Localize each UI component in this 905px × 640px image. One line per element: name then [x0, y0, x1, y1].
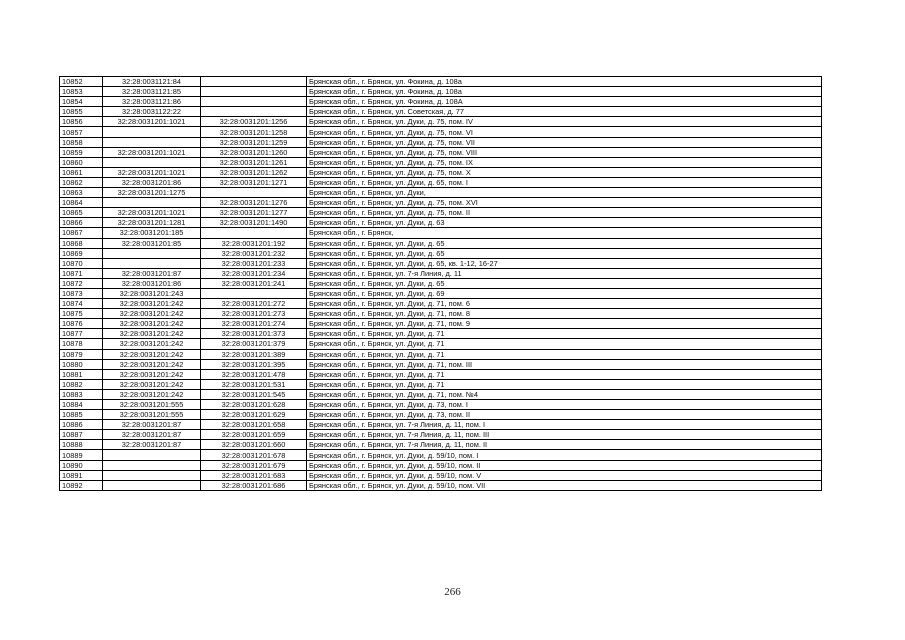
table-row	[60, 430, 822, 440]
address-cell: Брянская обл., г. Брянск, ул. Дуки, д. 73, пом. I	[307, 400, 822, 410]
table-row	[60, 208, 822, 218]
address-cell: Брянская обл., г. Брянск, ул. 7-я Линия, д. 11, пом. III	[307, 430, 822, 440]
address-cell: Брянская обл., г. Брянск, ул. Фокина, д. 108а	[307, 87, 822, 97]
address-cell: Брянская обл., г. Брянск, ул. 7-я Линия, д. 11, пом. II	[307, 440, 822, 450]
table-row	[60, 359, 822, 369]
cadastral-number-cell: 32:28:0031122:22	[103, 107, 201, 117]
row-number-cell: 10887	[60, 430, 103, 440]
cadastral-number-cell: 32:28:0031201:242	[103, 369, 201, 379]
object-cadastral-number-cell: 32:28:0031201:1271	[201, 177, 307, 187]
table-row	[60, 288, 822, 298]
cadastral-number-cell: 32:28:0031201:1021	[103, 167, 201, 177]
address-cell: Брянская обл., г. Брянск, ул. 7-я Линия, д. 11, пом. I	[307, 420, 822, 430]
cadastral-number-cell: 32:28:0031121:86	[103, 97, 201, 107]
row-number-cell: 10859	[60, 147, 103, 157]
object-cadastral-number-cell: 32:28:0031201:478	[201, 369, 307, 379]
table-row	[60, 177, 822, 187]
object-cadastral-number-cell: 32:28:0031201:379	[201, 339, 307, 349]
object-cadastral-number-cell: 32:28:0031201:683	[201, 470, 307, 480]
row-number-cell: 10857	[60, 127, 103, 137]
address-cell: Брянская обл., г. Брянск, ул. Дуки, д. 75, пом. X	[307, 167, 822, 177]
cadastral-number-cell: 32:28:0031201:86	[103, 278, 201, 288]
row-number-cell: 10853	[60, 87, 103, 97]
address-cell: Брянская обл., г. Брянск, ул. Дуки, д. 71, пом. 9	[307, 319, 822, 329]
object-cadastral-number-cell: 32:28:0031201:395	[201, 359, 307, 369]
object-cadastral-number-cell: 32:28:0031201:1259	[201, 137, 307, 147]
cadastral-number-cell: 32:28:0031121:85	[103, 87, 201, 97]
cadastral-number-cell: 32:28:0031201:1021	[103, 208, 201, 218]
object-cadastral-number-cell: 32:28:0031201:273	[201, 309, 307, 319]
object-cadastral-number-cell	[201, 77, 307, 87]
object-cadastral-number-cell: 32:28:0031201:686	[201, 480, 307, 490]
address-cell: Брянская обл., г. Брянск, ул. Дуки, д. 71, пом. III	[307, 359, 822, 369]
cadastral-number-cell: 32:28:0031201:555	[103, 410, 201, 420]
row-number-cell: 10891	[60, 470, 103, 480]
address-cell: Брянская обл., г. Брянск, ул. Дуки, д. 71	[307, 349, 822, 359]
cadastral-number-cell	[103, 127, 201, 137]
table-row	[60, 299, 822, 309]
table-row	[60, 410, 822, 420]
row-number-cell: 10852	[60, 77, 103, 87]
object-cadastral-number-cell	[201, 288, 307, 298]
table-row	[60, 137, 822, 147]
object-cadastral-number-cell: 32:28:0031201:678	[201, 450, 307, 460]
object-cadastral-number-cell: 32:28:0031201:1261	[201, 157, 307, 167]
address-cell: Брянская обл., г. Брянск, ул. Дуки, д. 71, пом. 8	[307, 309, 822, 319]
row-number-cell: 10872	[60, 278, 103, 288]
object-cadastral-number-cell: 32:28:0031201:274	[201, 319, 307, 329]
address-cell: Брянская обл., г. Брянск, ул. Дуки, д. 65	[307, 238, 822, 248]
cadastral-number-cell: 32:28:0031201:242	[103, 359, 201, 369]
cadastral-number-cell: 32:28:0031201:87	[103, 268, 201, 278]
cadastral-number-cell: 32:28:0031201:85	[103, 238, 201, 248]
table-row	[60, 127, 822, 137]
object-cadastral-number-cell: 32:28:0031201:233	[201, 258, 307, 268]
row-number-cell: 10861	[60, 167, 103, 177]
object-cadastral-number-cell	[201, 97, 307, 107]
table-row	[60, 460, 822, 470]
cadastral-number-cell: 32:28:0031201:242	[103, 379, 201, 389]
cadastral-number-cell: 32:28:0031201:242	[103, 339, 201, 349]
cadastral-number-cell	[103, 480, 201, 490]
cadastral-number-cell: 32:28:0031201:1021	[103, 147, 201, 157]
row-number-cell: 10884	[60, 400, 103, 410]
address-cell: Брянская обл., г. Брянск, ул. Дуки, д. 71	[307, 369, 822, 379]
address-cell: Брянская обл., г. Брянск, ул. Дуки, д. 75, пом. IX	[307, 157, 822, 167]
address-cell: Брянская обл., г. Брянск, ул. 7-я Линия, д. 11	[307, 268, 822, 278]
row-number-cell: 10868	[60, 238, 103, 248]
object-cadastral-number-cell: 32:28:0031201:1260	[201, 147, 307, 157]
address-cell: Брянская обл., г. Брянск, ул. Дуки, д. 75, пом. VII	[307, 137, 822, 147]
address-cell: Брянская обл., г. Брянск, ул. Дуки, д. 71, пом. №4	[307, 389, 822, 399]
object-cadastral-number-cell: 32:28:0031201:628	[201, 400, 307, 410]
object-cadastral-number-cell: 32:28:0031201:1276	[201, 198, 307, 208]
cadastral-number-cell: 32:28:0031201:86	[103, 177, 201, 187]
object-cadastral-number-cell	[201, 188, 307, 198]
address-cell: Брянская обл., г. Брянск, ул. Дуки, д. 71	[307, 339, 822, 349]
object-cadastral-number-cell: 32:28:0031201:1262	[201, 167, 307, 177]
row-number-cell: 10886	[60, 420, 103, 430]
cadastral-number-cell	[103, 460, 201, 470]
table-row	[60, 87, 822, 97]
cadastral-number-cell: 32:28:0031201:242	[103, 309, 201, 319]
row-number-cell: 10877	[60, 329, 103, 339]
table-row	[60, 268, 822, 278]
cadastral-number-cell: 32:28:0031201:242	[103, 329, 201, 339]
table-row	[60, 339, 822, 349]
address-cell: Брянская обл., г. Брянск, ул. Дуки, д. 65	[307, 248, 822, 258]
address-cell: Брянская обл., г. Брянск, ул. Дуки, д. 63	[307, 218, 822, 228]
table-row	[60, 258, 822, 268]
table-row	[60, 349, 822, 359]
cadastral-number-cell: 32:28:0031201:243	[103, 288, 201, 298]
cadastral-number-cell	[103, 470, 201, 480]
row-number-cell: 10885	[60, 410, 103, 420]
object-cadastral-number-cell: 32:28:0031201:241	[201, 278, 307, 288]
row-number-cell: 10889	[60, 450, 103, 460]
object-cadastral-number-cell: 32:28:0031201:660	[201, 440, 307, 450]
table-row	[60, 379, 822, 389]
address-cell: Брянская обл., г. Брянск, ул. Дуки, д. 71, пом. 6	[307, 299, 822, 309]
address-cell: Брянская обл., г. Брянск, ул. Дуки, д. 75, пом. VIII	[307, 147, 822, 157]
registry-table	[59, 76, 822, 491]
cadastral-number-cell: 32:28:0031201:1275	[103, 188, 201, 198]
address-cell: Брянская обл., г. Брянск, ул. Дуки, д. 75, пом. II	[307, 208, 822, 218]
row-number-cell: 10856	[60, 117, 103, 127]
row-number-cell: 10878	[60, 339, 103, 349]
cadastral-number-cell: 32:28:0031201:242	[103, 299, 201, 309]
table-row	[60, 238, 822, 248]
row-number-cell: 10880	[60, 359, 103, 369]
row-number-cell: 10854	[60, 97, 103, 107]
object-cadastral-number-cell: 32:28:0031201:272	[201, 299, 307, 309]
row-number-cell: 10860	[60, 157, 103, 167]
object-cadastral-number-cell: 32:28:0031201:1277	[201, 208, 307, 218]
page-number: 266	[444, 586, 461, 598]
cadastral-number-cell: 32:28:0031201:87	[103, 420, 201, 430]
row-number-cell: 10879	[60, 349, 103, 359]
table-row	[60, 147, 822, 157]
cadastral-number-cell: 32:28:0031201:242	[103, 319, 201, 329]
cadastral-number-cell: 32:28:0031201:555	[103, 400, 201, 410]
row-number-cell: 10890	[60, 460, 103, 470]
cadastral-number-cell: 32:28:0031201:185	[103, 228, 201, 238]
object-cadastral-number-cell: 32:28:0031201:659	[201, 430, 307, 440]
address-cell: Брянская обл., г. Брянск, ул. Дуки, д. 59/10, пом. II	[307, 460, 822, 470]
object-cadastral-number-cell: 32:28:0031201:658	[201, 420, 307, 430]
cadastral-number-cell: 32:28:0031201:1021	[103, 117, 201, 127]
row-number-cell: 10888	[60, 440, 103, 450]
table-row	[60, 400, 822, 410]
object-cadastral-number-cell: 32:28:0031201:232	[201, 248, 307, 258]
address-cell: Брянская обл., г. Брянск, ул. Фокина, д. 108а	[307, 77, 822, 87]
object-cadastral-number-cell	[201, 107, 307, 117]
table-row	[60, 218, 822, 228]
address-cell: Брянская обл., г. Брянск, ул. Дуки, д. 59/10, пом. V	[307, 470, 822, 480]
table-row	[60, 117, 822, 127]
address-cell: Брянская обл., г. Брянск, ул. Дуки, д. 69	[307, 288, 822, 298]
table-row	[60, 369, 822, 379]
table-row	[60, 167, 822, 177]
object-cadastral-number-cell: 32:28:0031201:679	[201, 460, 307, 470]
row-number-cell: 10855	[60, 107, 103, 117]
row-number-cell: 10862	[60, 177, 103, 187]
address-cell: Брянская обл., г. Брянск, ул. Фокина, д. 108А	[307, 97, 822, 107]
table-row	[60, 309, 822, 319]
cadastral-number-cell	[103, 450, 201, 460]
row-number-cell: 10863	[60, 188, 103, 198]
cadastral-number-cell: 32:28:0031201:1281	[103, 218, 201, 228]
object-cadastral-number-cell: 32:28:0031201:234	[201, 268, 307, 278]
table-row	[60, 157, 822, 167]
object-cadastral-number-cell	[201, 228, 307, 238]
row-number-cell: 10870	[60, 258, 103, 268]
table-row	[60, 440, 822, 450]
object-cadastral-number-cell: 32:28:0031201:1256	[201, 117, 307, 127]
table-row	[60, 97, 822, 107]
address-cell: Брянская обл., г. Брянск, ул. Дуки, д. 71	[307, 329, 822, 339]
cadastral-number-cell	[103, 157, 201, 167]
object-cadastral-number-cell: 32:28:0031201:373	[201, 329, 307, 339]
table-row	[60, 480, 822, 490]
registry-table-body	[60, 77, 822, 491]
cadastral-number-cell: 32:28:0031121:84	[103, 77, 201, 87]
address-cell: Брянская обл., г. Брянск, ул. Дуки, д. 75, пом. IV	[307, 117, 822, 127]
cadastral-number-cell: 32:28:0031201:242	[103, 389, 201, 399]
object-cadastral-number-cell: 32:28:0031201:1490	[201, 218, 307, 228]
table-row	[60, 420, 822, 430]
object-cadastral-number-cell: 32:28:0031201:192	[201, 238, 307, 248]
object-cadastral-number-cell: 32:28:0031201:545	[201, 389, 307, 399]
row-number-cell: 10866	[60, 218, 103, 228]
table-row	[60, 198, 822, 208]
row-number-cell: 10871	[60, 268, 103, 278]
cadastral-number-cell	[103, 248, 201, 258]
table-row	[60, 228, 822, 238]
table-row	[60, 188, 822, 198]
row-number-cell: 10858	[60, 137, 103, 147]
object-cadastral-number-cell	[201, 87, 307, 97]
table-row	[60, 107, 822, 117]
table-row	[60, 248, 822, 258]
address-cell: Брянская обл., г. Брянск, ул. Дуки, д. 65, кв. 1-12, 16-27	[307, 258, 822, 268]
table-row	[60, 450, 822, 460]
row-number-cell: 10876	[60, 319, 103, 329]
object-cadastral-number-cell: 32:28:0031201:531	[201, 379, 307, 389]
row-number-cell: 10867	[60, 228, 103, 238]
cadastral-number-cell: 32:28:0031201:87	[103, 430, 201, 440]
row-number-cell: 10875	[60, 309, 103, 319]
address-cell: Брянская обл., г. Брянск, ул. Дуки, д. 71	[307, 379, 822, 389]
row-number-cell: 10864	[60, 198, 103, 208]
row-number-cell: 10865	[60, 208, 103, 218]
table-row	[60, 319, 822, 329]
row-number-cell: 10892	[60, 480, 103, 490]
address-cell: Брянская обл., г. Брянск, ул. Дуки, д. 59/10, пом. I	[307, 450, 822, 460]
address-cell: Брянская обл., г. Брянск, ул. Дуки,	[307, 188, 822, 198]
cadastral-number-cell	[103, 198, 201, 208]
row-number-cell: 10882	[60, 379, 103, 389]
object-cadastral-number-cell: 32:28:0031201:629	[201, 410, 307, 420]
address-cell: Брянская обл., г. Брянск,	[307, 228, 822, 238]
table-row	[60, 278, 822, 288]
address-cell: Брянская обл., г. Брянск, ул. Дуки, д. 73, пом. II	[307, 410, 822, 420]
object-cadastral-number-cell: 32:28:0031201:389	[201, 349, 307, 359]
address-cell: Брянская обл., г. Брянск, ул. Дуки, д. 75, пом. XVI	[307, 198, 822, 208]
object-cadastral-number-cell: 32:28:0031201:1258	[201, 127, 307, 137]
address-cell: Брянская обл., г. Брянск, ул. Дуки, д. 59/10, пом. VII	[307, 480, 822, 490]
address-cell: Брянская обл., г. Брянск, ул. Советская, д. 77	[307, 107, 822, 117]
row-number-cell: 10874	[60, 299, 103, 309]
table-row	[60, 77, 822, 87]
address-cell: Брянская обл., г. Брянск, ул. Дуки, д. 75, пом. VI	[307, 127, 822, 137]
row-number-cell: 10873	[60, 288, 103, 298]
row-number-cell: 10869	[60, 248, 103, 258]
row-number-cell: 10883	[60, 389, 103, 399]
address-cell: Брянская обл., г. Брянск, ул. Дуки, д. 65, пом. I	[307, 177, 822, 187]
table-row	[60, 389, 822, 399]
table-row	[60, 329, 822, 339]
address-cell: Брянская обл., г. Брянск, ул. Дуки, д. 65	[307, 278, 822, 288]
row-number-cell: 10881	[60, 369, 103, 379]
cadastral-number-cell	[103, 258, 201, 268]
cadastral-number-cell: 32:28:0031201:87	[103, 440, 201, 450]
table-row	[60, 470, 822, 480]
cadastral-number-cell: 32:28:0031201:242	[103, 349, 201, 359]
cadastral-number-cell	[103, 137, 201, 147]
